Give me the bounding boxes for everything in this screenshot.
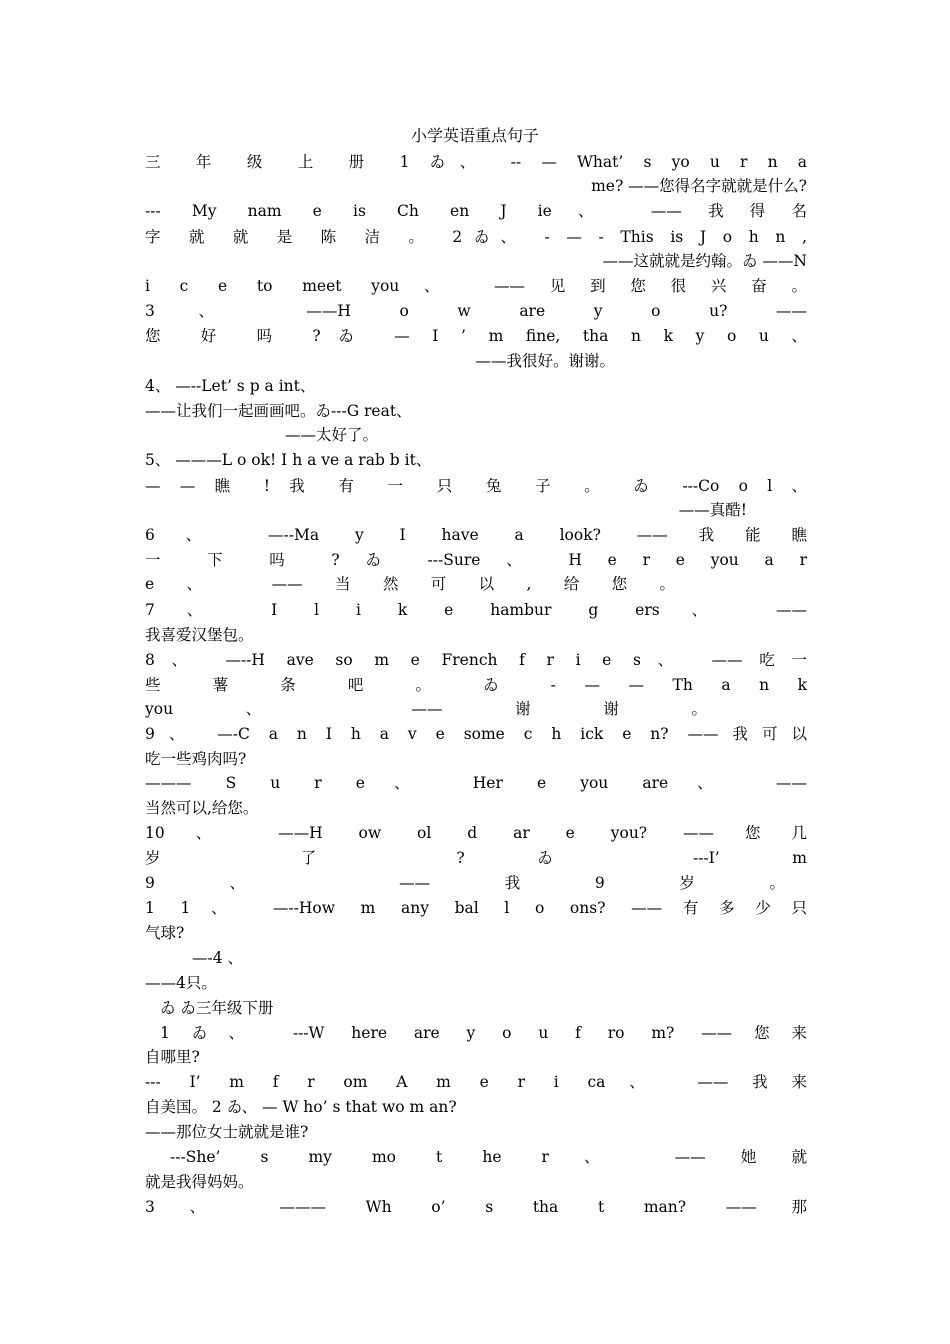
sentence-line: 1ゐ、 ---W here are y o u f ro m? ——您来 [160,1024,807,1042]
sentence-line: you、 ——谢谢。 [145,700,707,718]
sentence-line: 9、 ——我9岁。 [145,874,785,892]
sentence-line: —-4 、 [192,949,244,967]
sentence-line: 我喜爱汉堡包。 [145,626,254,644]
sentence-line: 一 下 吗 ? ゐ ---Sure 、 H e r e you a r [145,551,807,569]
sentence-line: 3、 ——— Wh o’ s tha t man? ——那 [145,1198,807,1216]
sentence-line: 岁 了 ? ゐ ---I’ m [145,849,807,867]
sentence-line: ——我很好。谢谢。 [475,352,615,370]
sentence-line: 7、 I l i k e hambur g ers、 —— [145,601,807,619]
sentence-line: ——4只。 [145,974,217,992]
sentence-line: ---She’ s my mo t he r、 ——她就 [170,1148,807,1166]
sentence-line: 8、 —--H ave so m e French f r i e s、 ——吃一 [145,651,807,669]
sentence-line: 5、 ———L o ok! I h a ve a rab b it、 [145,451,432,469]
sentence-line: --- My nam e is Ch en J ie、 ——我得名 [145,202,807,220]
sentence-line: 字 就 就 是 陈 洁 。 2ゐ、 - — - This is J o h n , [145,228,807,246]
section-heading: ゐ ゐ三年级下册 [160,999,274,1017]
document-title: 小学英语重点句子 [410,126,539,145]
sentence-line: 3、 ——H o w are y o u? —— [145,302,807,320]
sentence-line: 气球? [145,924,185,942]
sentence-line: ——让我们一起画画吧。ゐ---G reat、 [145,402,412,420]
sentence-line: 些 薯 条 吧 。 ゐ - — — Th a n k [145,676,807,694]
sentence-line: 4、 —--Let’ s p a int、 [145,377,316,395]
sentence-line: 1 1、 —--How m any bal l o ons? ——有多少只 [145,899,807,917]
sentence-line: 您 好 吗 ?ゐ — I ’ m fine, tha n k y o u 、 [145,327,807,345]
sentence-line: ——太好了。 [285,426,379,444]
sentence-line: — — 瞧 ! 我 有 一 只 兔 子 。 ゐ ---Co o l 、 [145,477,807,495]
sentence-line: 当然可以,给您。 [145,799,259,817]
sentence-line: ——— S u r e、 Her e you are、 —— [145,774,807,792]
sentence-line: ——那位女士就就是谁? [145,1123,309,1141]
sentence-line: --- I’ m f r om A m e r i ca、 ——我来 [145,1073,807,1091]
sentence-line: 6、 —--Ma y I have a look? ——我能瞧 [145,526,807,544]
sentence-line: ——真酷! [678,501,747,519]
sentence-line: e、 ——当然可以,给您。 [145,575,675,593]
sentence-line: i c e to meet you、 ——见到您很兴奋。 [145,277,807,295]
sentence-line: ——这就就是约翰。ゐ ——N [602,252,807,270]
sentence-line: 就是我得妈妈。 [145,1173,254,1191]
sentence-line: 三 年 级 上 册 1 ゐ、 -- — What’ s yo u r n a [145,153,807,171]
sentence-line: 9、 —-C a n I h a v e some c h ick e n? ——我可以 [145,725,807,743]
sentence-line: 10、 ——H ow ol d ar e you? ——您几 [145,824,807,842]
sentence-line: 自美国。 2 ゐ、 — W ho’ s that wo m an? [145,1098,457,1116]
sentence-line: 自哪里? [145,1048,200,1066]
sentence-line: me? ——您得名字就就是什么? [591,177,807,195]
sentence-line: 吃一些鸡肉吗? [145,750,247,768]
